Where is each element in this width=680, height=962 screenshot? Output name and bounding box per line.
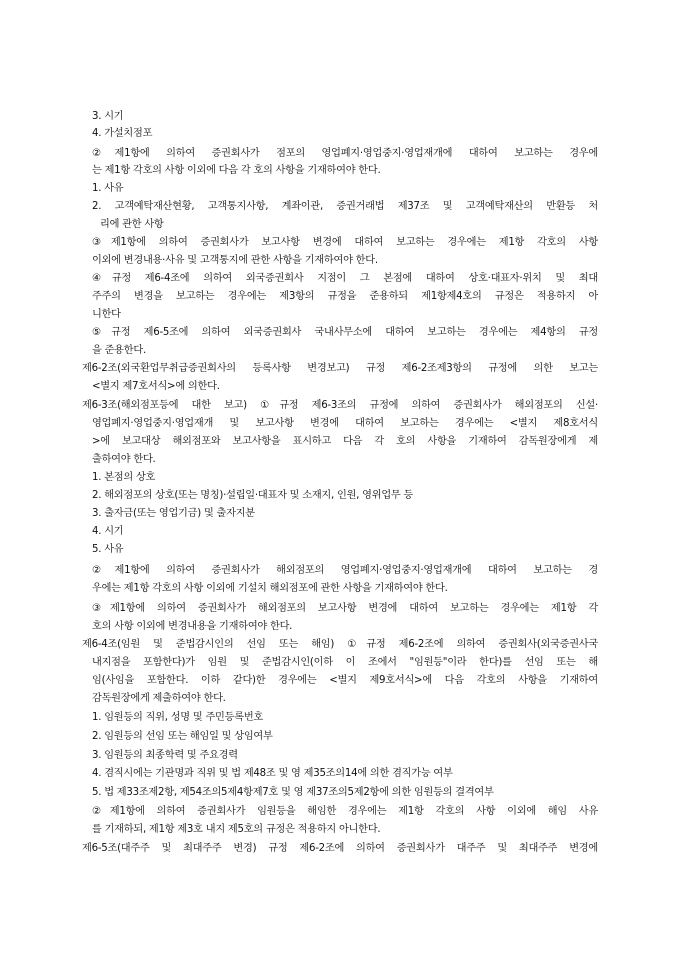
- text-line: 를 기재하되, 제1항 제3호 내지 제5호의 규정은 적용하지 아니한다.: [92, 824, 381, 835]
- text-line: 4. 겸직시에는 기관명과 직위 및 법 제48조 및 영 제35조의14에 의한 겸직가능 여부: [92, 768, 453, 779]
- text-line: 1. 본점의 상호: [92, 472, 156, 483]
- text-line: 니한다: [92, 309, 121, 320]
- text-line: ③제1항에 의하여 증권회사가 보고사항 변경에 대하여 보고하는 경우에는 제1항 각호의 사항: [92, 237, 598, 248]
- text-line: 내지점을 포함한다)가 임원 및 준법감시인(이하 이 조에서 "임원등"이라 한다)를 선임 또는 해: [92, 657, 598, 668]
- text-line: 제6-2조(외국환업무취급증권회사의 등록사항 변경보고) 규정 제6-2조제3항의 규정에 의한 보고는: [82, 363, 598, 374]
- text-line: 리에 관한 사항: [100, 219, 164, 230]
- text-line: ②제1항에 의하여 증권회사가 임원등을 해임한 경우에는 제1항 각호의 사항 이외에 해임 사유: [92, 806, 598, 817]
- text-line: 4. 가설치점포: [92, 128, 153, 139]
- text-line: 2. 임원등의 선임 또는 해임일 및 상임여부: [92, 731, 273, 742]
- text-line: >에 보고대상 해외점포와 보고사항을 표시하고 다음 각 호의 사항을 기재하여 감독원장에게 제: [92, 436, 598, 447]
- text-line: 5. 법 제33조제2항, 제54조의5제4항제7호 및 영 제37조의5제2항에 의한 임원등의 결격여부: [92, 787, 494, 798]
- text-line: 호의 사항 이외에 변경내용을 기재하여야 한다.: [92, 621, 293, 632]
- text-line: 임(사임을 포함한다. 이하 같다)한 경우에는 <별지 제9호서식>에 다음 각호의 사항을 기재하여: [92, 675, 598, 686]
- text-line: 주주의 변경을 보고하는 경우에는 제3항의 규정을 준용하되 제1항제4호의 규정은 적용하지 아: [92, 291, 598, 302]
- text-line: <별지 제7호서식>에 의한다.: [92, 381, 220, 392]
- text-line: 제6-3조(해외점포등에 대한 보고) ①규정 제6-3조의 규정에 의하여 증권회사가 해외점포의 신설·: [82, 400, 598, 411]
- text-line: 우에는 제1항 각호의 사항 이외에 기설치 해외점포에 관한 사항을 기재하여야 한다.: [92, 583, 448, 594]
- text-line: 3. 출자금(또는 영업기금) 및 출자지분: [92, 508, 255, 519]
- text-line: 제6-5조(대주주 및 최대주주 변경) 규정 제6-2조에 의하여 증권회사가 대주주 및 최대주주 변경에: [82, 843, 598, 854]
- text-line: ②제1항에 의하여 증권회사가 해외점포의 영업폐지·영업중지·영업재개에 대하여 보고하는 경: [92, 565, 598, 576]
- text-line: ④규정 제6-4조에 의하여 외국증권회사 지점이 그 본점에 대하여 상호·대표자·위치 및 최대: [92, 273, 598, 284]
- text-line: 2. 해외점포의 상호(또는 명칭)·설립일·대표자 및 소재지, 인원, 영위업무 등: [92, 490, 414, 501]
- text-line: 감독원장에게 제출하여야 한다.: [92, 693, 226, 704]
- text-line: ③제1항에 의하여 증권회사가 해외점포의 보고사항 변경에 대하여 보고하는 경우에는 제1항 각: [92, 603, 598, 614]
- text-line: 제6-4조(임원 및 준법감시인의 선임 또는 해임) ①규정 제6-2조에 의하여 증권회사(외국증권사국: [82, 639, 598, 650]
- text-line: ②제1항에 의하여 증권회사가 점포의 영업폐지·영업중지·영업재개에 대하여 보고하는 경우에: [92, 148, 598, 159]
- text-line: 5. 사유: [92, 544, 124, 555]
- text-line: 1. 임원등의 직위, 성명 및 주민등록번호: [92, 712, 264, 723]
- text-line: ⑤규정 제6-5조에 의하여 외국증권회사 국내사무소에 대하여 보고하는 경우에는 제4항의 규정: [92, 327, 598, 338]
- text-line: 4. 시기: [92, 526, 124, 537]
- text-line: 영업폐지·영업중지·영업재개 및 보고사항 변경에 대하여 보고하는 경우에는 <별지 제8호서식: [92, 418, 598, 429]
- text-line: 1. 사유: [92, 183, 124, 194]
- text-line: 3. 시기: [92, 111, 124, 122]
- text-line: 이외에 변경내용·사유 및 고객통지에 관한 사항을 기재하여야 한다.: [92, 255, 378, 266]
- text-line: 을 준용한다.: [92, 345, 146, 356]
- text-line: 3. 임원등의 최종학력 및 주요경력: [92, 750, 238, 761]
- text-line: 출하여야 한다.: [92, 454, 156, 465]
- text-line: 2. 고객예탁재산현황, 고객통지사항, 계좌이관, 증권거래법 제37조 및 고객예탁재산의 반환등 처: [92, 201, 598, 212]
- text-line: 는 제1항 각호의 사항 이외에 다음 각 호의 사항을 기재하여야 한다.: [92, 165, 381, 176]
